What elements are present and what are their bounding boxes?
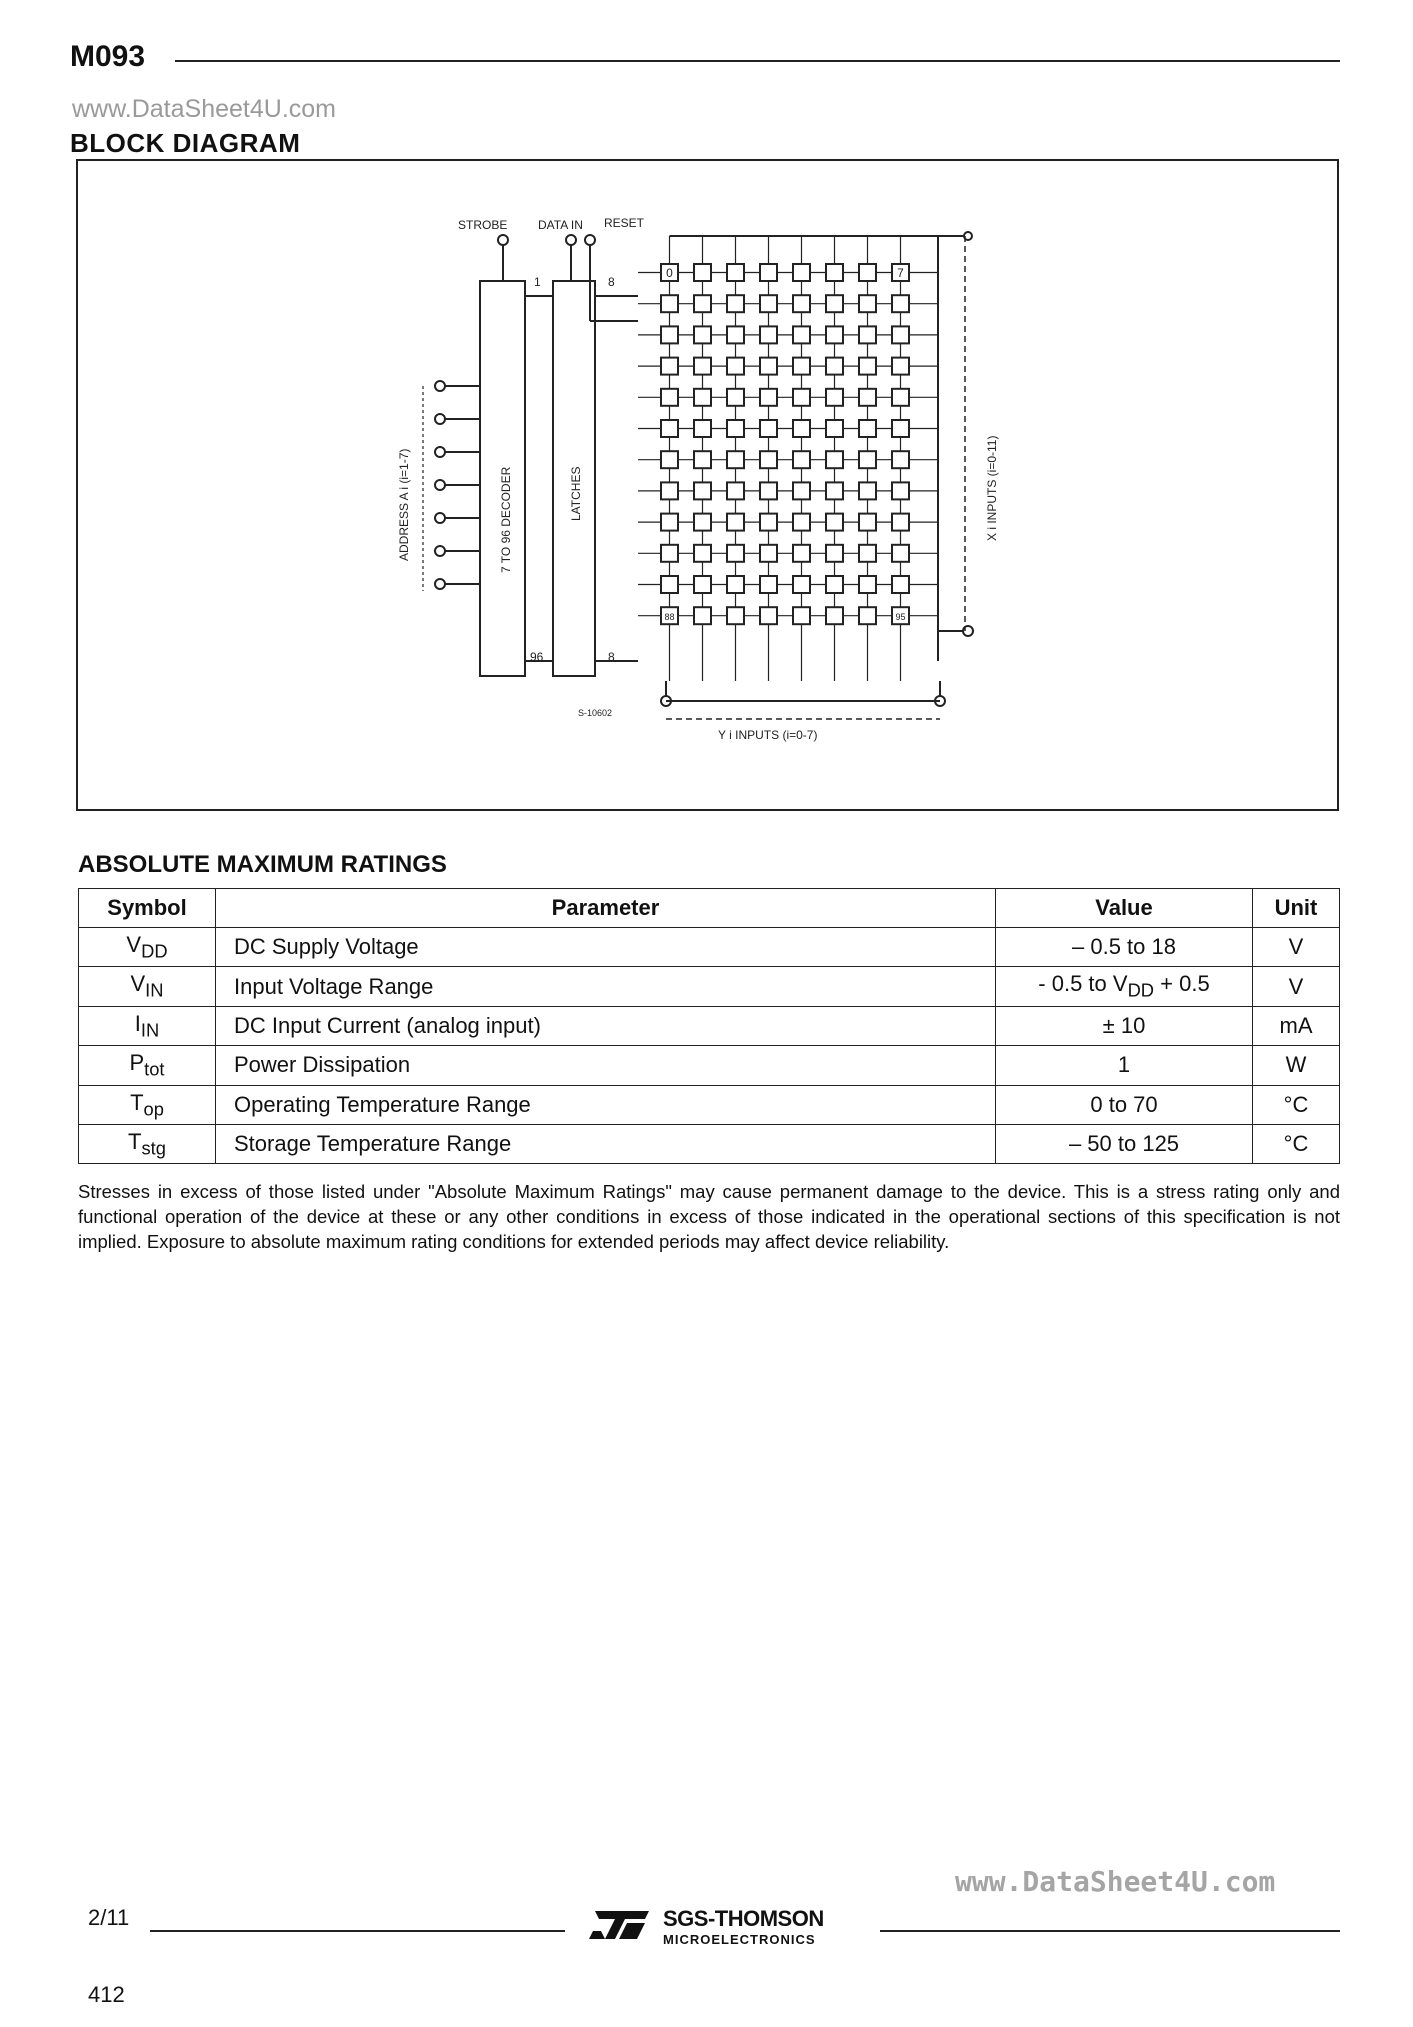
col-parameter: Parameter bbox=[216, 889, 996, 928]
switch-cell bbox=[760, 389, 777, 406]
switch-cell bbox=[760, 358, 777, 375]
switch-cell bbox=[760, 295, 777, 312]
parameter-cell: DC Input Current (analog input) bbox=[216, 1006, 996, 1045]
watermark-top: www.DataSheet4U.com bbox=[72, 95, 337, 123]
switch-cell bbox=[661, 545, 678, 562]
switch-cell bbox=[760, 576, 777, 593]
table-row bbox=[79, 1085, 1340, 1124]
switch-cell bbox=[760, 514, 777, 531]
switch-cell bbox=[859, 482, 876, 499]
switch-cell bbox=[859, 389, 876, 406]
st-logo-icon bbox=[585, 1905, 655, 1950]
switch-cell bbox=[892, 514, 909, 531]
switch-cell bbox=[727, 420, 744, 437]
switch-cell bbox=[859, 545, 876, 562]
y-inputs-label: Y i INPUTS (i=0-7) bbox=[718, 728, 818, 742]
address-pin bbox=[435, 513, 445, 523]
switch-cell bbox=[826, 514, 843, 531]
block-diagram bbox=[76, 159, 1339, 811]
unit-cell: V bbox=[1253, 928, 1340, 967]
switch-cell bbox=[694, 545, 711, 562]
ratings-note: Stresses in excess of those listed under "Absolute Maximum Ratings" may cause permanent damage to the device. This is a stress rating only and functional operation of the device at these or any other conditions in excess of those indicated in the operational sections of this specification is not implied. Exposure to absolute maximum rating conditions for extended periods may affect device reliability. bbox=[78, 1181, 1340, 1252]
address-label: ADDRESS A i (i=1-7) bbox=[397, 448, 411, 561]
symbol-cell: $I_{IN}$ bbox=[79, 1006, 216, 1045]
switch-cell bbox=[826, 389, 843, 406]
symbol-cell: $V_{DD}$ bbox=[79, 928, 216, 967]
switch-cell bbox=[892, 545, 909, 562]
reset-pin bbox=[585, 235, 595, 245]
switch-matrix bbox=[638, 236, 965, 681]
symbol-cell: $P_{tot}$ bbox=[79, 1046, 216, 1085]
switch-cell bbox=[826, 326, 843, 343]
part-number: M093 bbox=[70, 40, 146, 73]
address-pin bbox=[435, 579, 445, 589]
value-cell: – 50 to 125 bbox=[996, 1124, 1253, 1163]
switch-cell bbox=[826, 482, 843, 499]
switch-cell bbox=[727, 576, 744, 593]
switch-cell bbox=[826, 295, 843, 312]
switch-cell bbox=[793, 545, 810, 562]
switch-cell bbox=[793, 514, 810, 531]
switch-cell bbox=[793, 389, 810, 406]
decoder-out-first: 1 bbox=[534, 275, 541, 289]
page-number: 2/11 bbox=[88, 1905, 130, 1930]
switch-cell bbox=[661, 451, 678, 468]
cell-number-label: 7 bbox=[897, 266, 904, 280]
switch-cell bbox=[859, 607, 876, 624]
ratings-table bbox=[78, 888, 1340, 1164]
switch-cell bbox=[793, 264, 810, 281]
switch-cell bbox=[694, 607, 711, 624]
decoder-out-last: 96 bbox=[530, 650, 544, 664]
switch-cell bbox=[826, 451, 843, 468]
switch-cell bbox=[727, 482, 744, 499]
header-rule bbox=[175, 60, 1340, 62]
strobe-label: STROBE bbox=[458, 218, 508, 232]
switch-cell bbox=[892, 295, 909, 312]
cell-number-label: 95 bbox=[895, 612, 906, 623]
switch-cell bbox=[859, 358, 876, 375]
block-diagram-title: BLOCK DIAGRAM bbox=[70, 128, 301, 158]
latch-out-top: 8 bbox=[608, 275, 615, 289]
switch-cell bbox=[760, 607, 777, 624]
switch-cell bbox=[694, 420, 711, 437]
switch-cell bbox=[760, 482, 777, 499]
switch-cell bbox=[727, 326, 744, 343]
switch-cell bbox=[826, 420, 843, 437]
symbol-cell: $V_{IN}$ bbox=[79, 967, 216, 1006]
switch-cell bbox=[727, 545, 744, 562]
data-in-label: DATA IN bbox=[538, 218, 583, 232]
switch-cell bbox=[661, 295, 678, 312]
parameter-cell: Storage Temperature Range bbox=[216, 1124, 996, 1163]
decoder-label: 7 TO 96 DECODER bbox=[499, 466, 513, 573]
switch-cell bbox=[661, 576, 678, 593]
switch-cell bbox=[760, 264, 777, 281]
switch-cell bbox=[793, 326, 810, 343]
ratings-title: ABSOLUTE MAXIMUM RATINGS bbox=[78, 851, 447, 878]
switch-cell bbox=[760, 326, 777, 343]
switch-cell bbox=[694, 482, 711, 499]
footer-rule-right bbox=[880, 1930, 1340, 1932]
switch-cell bbox=[793, 607, 810, 624]
switch-cell bbox=[727, 264, 744, 281]
parameter-cell: DC Supply Voltage bbox=[216, 928, 996, 967]
switch-cell bbox=[694, 358, 711, 375]
switch-cell bbox=[694, 264, 711, 281]
switch-cell bbox=[826, 358, 843, 375]
address-pin bbox=[435, 546, 445, 556]
switch-cell bbox=[826, 545, 843, 562]
strobe-pin bbox=[498, 235, 508, 245]
table-row bbox=[79, 1006, 1340, 1045]
switch-cell bbox=[727, 389, 744, 406]
table-row bbox=[79, 967, 1340, 1006]
switch-cell bbox=[727, 295, 744, 312]
switch-cell bbox=[727, 451, 744, 468]
value-cell: 0 to 70 bbox=[996, 1085, 1253, 1124]
switch-cell bbox=[892, 482, 909, 499]
figure-ref: S-10602 bbox=[578, 708, 613, 718]
switch-cell bbox=[859, 295, 876, 312]
switch-cell bbox=[661, 358, 678, 375]
switch-cell bbox=[760, 545, 777, 562]
switch-cell bbox=[793, 576, 810, 593]
table-row bbox=[79, 1046, 1340, 1085]
switch-cell bbox=[694, 295, 711, 312]
block-diagram-svg bbox=[78, 161, 1339, 811]
watermark-bottom: www.DataSheet4U.com bbox=[955, 1865, 1276, 1898]
switch-cell bbox=[694, 389, 711, 406]
brand-subtitle: MICROELECTRONICS bbox=[663, 1932, 816, 1947]
address-pin bbox=[435, 447, 445, 457]
table-row bbox=[79, 928, 1340, 967]
value-cell: – 0.5 to 18 bbox=[996, 928, 1253, 967]
switch-cell bbox=[793, 420, 810, 437]
switch-cell bbox=[892, 358, 909, 375]
parameter-cell: Power Dissipation bbox=[216, 1046, 996, 1085]
address-pin bbox=[435, 381, 445, 391]
switch-cell bbox=[793, 482, 810, 499]
col-symbol: Symbol bbox=[79, 889, 216, 928]
switch-cell bbox=[793, 358, 810, 375]
table-row bbox=[79, 1124, 1340, 1163]
switch-cell bbox=[727, 514, 744, 531]
switch-cell bbox=[793, 295, 810, 312]
switch-cell bbox=[892, 451, 909, 468]
parameter-cell: Input Voltage Range bbox=[216, 967, 996, 1006]
unit-cell: V bbox=[1253, 967, 1340, 1006]
switch-cell bbox=[727, 607, 744, 624]
col-unit: Unit bbox=[1253, 889, 1340, 928]
cell-number-label: 88 bbox=[664, 612, 675, 623]
x-inputs-label: X i INPUTS (i=0-11) bbox=[985, 435, 999, 541]
switch-cell bbox=[892, 420, 909, 437]
switch-cell bbox=[661, 420, 678, 437]
switch-cell bbox=[892, 576, 909, 593]
parameter-cell: Operating Temperature Range bbox=[216, 1085, 996, 1124]
switch-cell bbox=[826, 607, 843, 624]
switch-cell bbox=[727, 358, 744, 375]
address-pin bbox=[435, 480, 445, 490]
switch-cell bbox=[859, 451, 876, 468]
switch-cell bbox=[694, 326, 711, 343]
unit-cell: W bbox=[1253, 1046, 1340, 1085]
switch-cell bbox=[793, 451, 810, 468]
col-value: Value bbox=[996, 889, 1253, 928]
switch-cell bbox=[892, 389, 909, 406]
unit-cell: mA bbox=[1253, 1006, 1340, 1045]
page-absolute-number: 412 bbox=[88, 1982, 125, 2007]
switch-cell bbox=[826, 264, 843, 281]
switch-cell bbox=[859, 326, 876, 343]
switch-cell bbox=[859, 264, 876, 281]
switch-cell bbox=[661, 326, 678, 343]
switch-cell bbox=[760, 420, 777, 437]
switch-cell bbox=[661, 482, 678, 499]
switch-cell bbox=[892, 326, 909, 343]
switch-cell bbox=[661, 389, 678, 406]
switch-cell bbox=[694, 514, 711, 531]
address-pin bbox=[435, 414, 445, 424]
switch-cell bbox=[661, 514, 678, 531]
switch-cell bbox=[859, 514, 876, 531]
switch-cell bbox=[760, 451, 777, 468]
switch-cell bbox=[694, 451, 711, 468]
symbol-cell: $T_{op}$ bbox=[79, 1085, 216, 1124]
symbol-cell: $T_{stg}$ bbox=[79, 1124, 216, 1163]
unit-cell: °C bbox=[1253, 1124, 1340, 1163]
unit-cell: °C bbox=[1253, 1085, 1340, 1124]
switch-cell bbox=[694, 576, 711, 593]
switch-cell bbox=[826, 576, 843, 593]
value-cell: ± 10 bbox=[996, 1006, 1253, 1045]
cell-number-label: 0 bbox=[666, 266, 673, 280]
switch-cell bbox=[859, 576, 876, 593]
value-cell: - 0.5 to $V_{DD} + 0.5$ bbox=[996, 967, 1253, 1006]
address-pins bbox=[435, 381, 480, 589]
switch-cell bbox=[859, 420, 876, 437]
value-cell: 1 bbox=[996, 1046, 1253, 1085]
latch-out-bottom: 8 bbox=[608, 650, 615, 664]
footer-rule-left bbox=[150, 1930, 565, 1932]
table-header-row bbox=[79, 889, 1340, 928]
latches-label: LATCHES bbox=[569, 466, 583, 521]
reset-label: RESET bbox=[604, 216, 645, 230]
brand-name: SGS-THOMSON bbox=[663, 1906, 824, 1931]
data-in-pin bbox=[566, 235, 576, 245]
